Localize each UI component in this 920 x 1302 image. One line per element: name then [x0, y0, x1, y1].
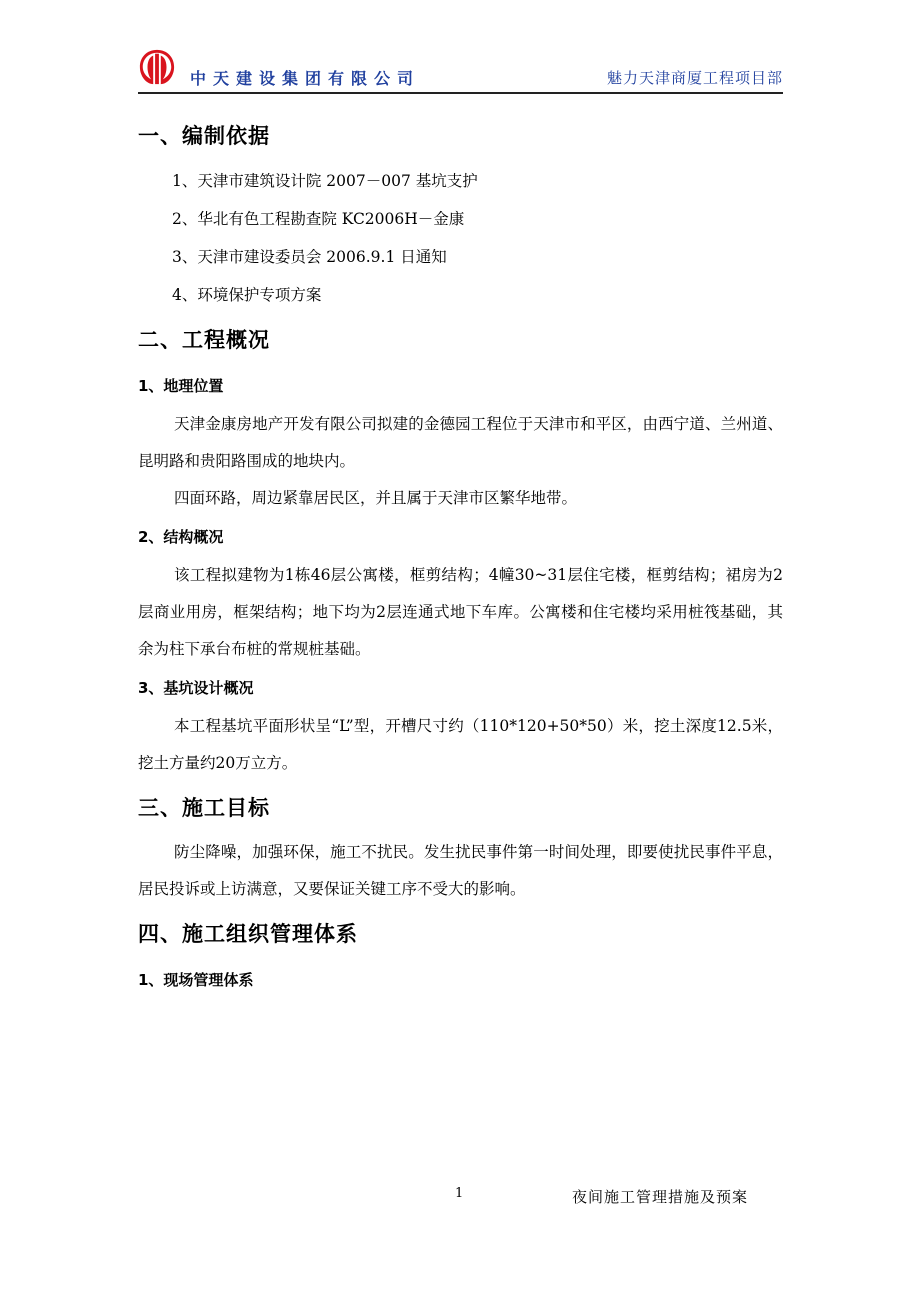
- section-title-goals: 三、施工目标: [138, 796, 270, 820]
- section-title-basis: 一、编制依据: [138, 124, 270, 148]
- paragraph-structure: 该工程拟建物为1栋46层公寓楼，框剪结构；4幢30~31层住宅楼，框剪结构；裙房为2层商业用房，框架结构；地下均为2层连通式地下车库。公寓楼和住宅楼均采用桩筏基础，其余为柱下承台布桩的常规桩基础。: [138, 566, 783, 658]
- page-number: 1: [455, 1186, 464, 1201]
- basis-item: 3、天津市建设委员会 2006.9.1 日通知: [172, 248, 447, 266]
- section-title-overview: 二、工程概况: [138, 328, 270, 352]
- project-name: 魅力天津商厦工程项目部: [606, 69, 783, 87]
- subsection-title-location: 1、地理位置: [138, 377, 224, 395]
- subsection-title-structure: 2、结构概况: [138, 528, 224, 546]
- basis-item: 2、华北有色工程勘查院 KC2006H－金康: [172, 210, 465, 228]
- basis-item: 1、天津市建筑设计院 2007－007 基坑支护: [172, 172, 478, 190]
- page-header: [138, 40, 783, 92]
- company-name: 中天建设集团有限公司: [190, 69, 421, 88]
- header-divider: [138, 92, 783, 94]
- company-logo-icon: [138, 48, 176, 86]
- document-body: [138, 110, 783, 1000]
- paragraph-surroundings: 四面环路，周边紧靠居民区，并且属于天津市区繁华地带。: [174, 489, 578, 507]
- subsection-title-pit-design: 3、基坑设计概况: [138, 679, 254, 697]
- paragraph-location: 天津金康房地产开发有限公司拟建的金德园工程位于天津市和平区，由西宁道、兰州道、昆明路和贵阳路围成的地块内。: [138, 415, 783, 470]
- basis-item: 4、环境保护专项方案: [172, 286, 322, 304]
- section-title-management: 四、施工组织管理体系: [138, 922, 358, 946]
- footer-doc-title: 夜间施工管理措施及预案: [572, 1188, 749, 1206]
- paragraph-goals: 防尘降噪，加强环保，施工不扰民。发生扰民事件第一时间处理，即要使扰民事件平息，居民投诉或上访满意，又要保证关键工序不受大的影响。: [138, 843, 783, 898]
- paragraph-pit-design: 本工程基坑平面形状呈“L”型，开槽尺寸约（110*120+50*50）米，挖土深度12.5米，挖土方量约20万立方。: [138, 717, 783, 772]
- subsection-title-site-management: 1、现场管理体系: [138, 971, 254, 989]
